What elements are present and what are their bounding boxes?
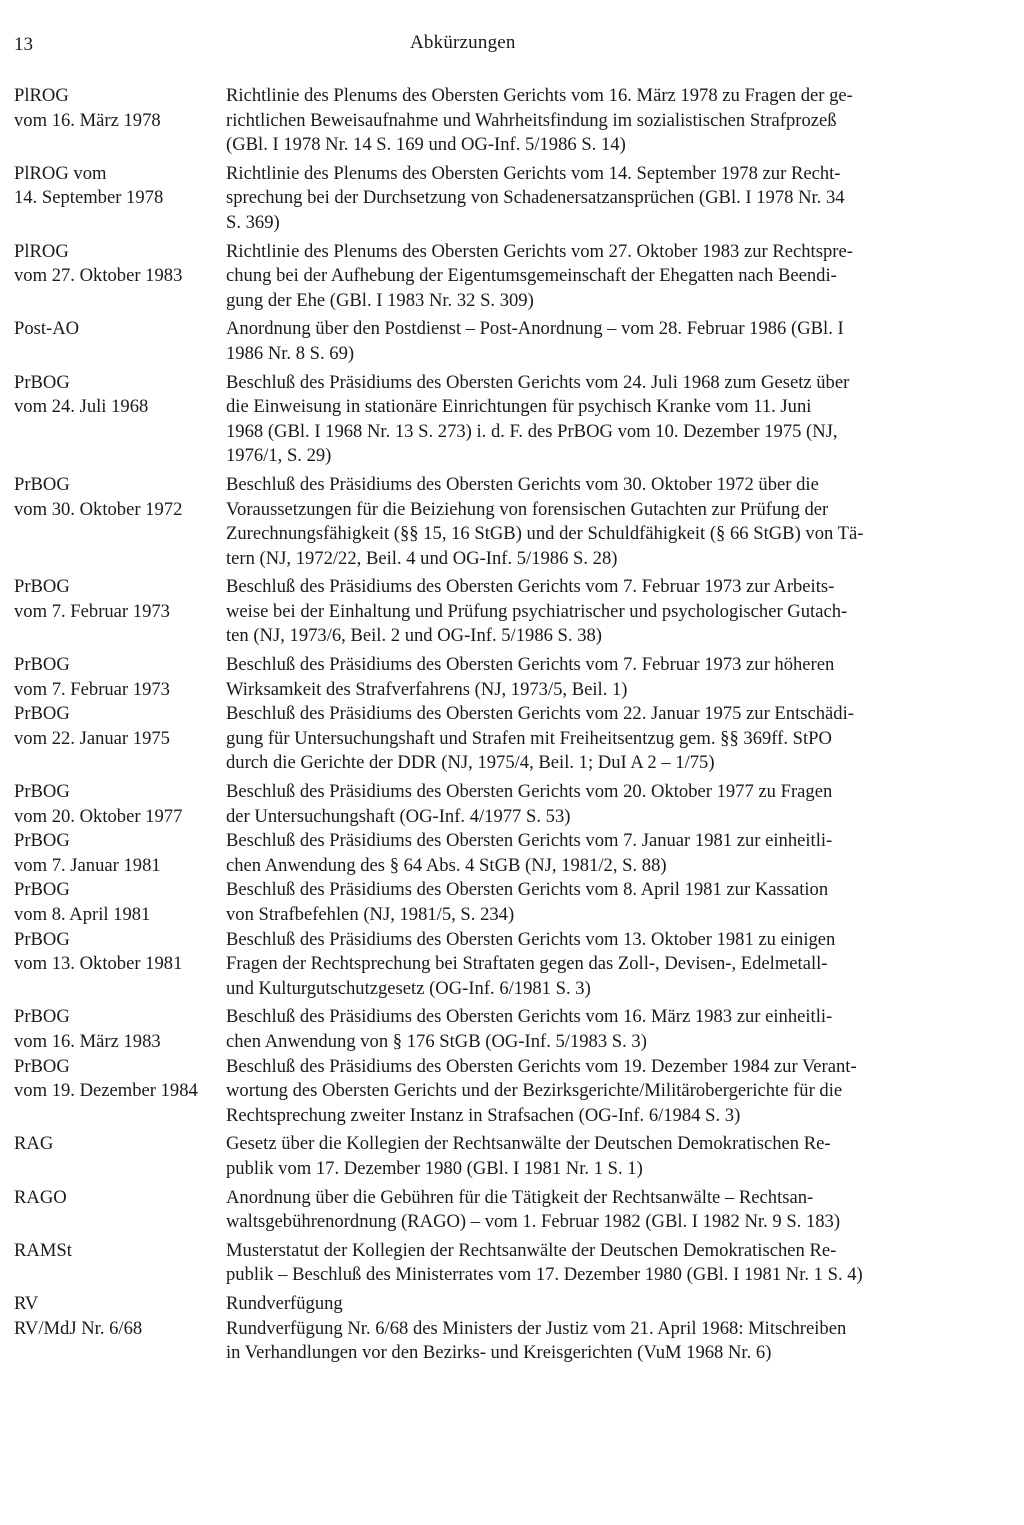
abbreviation-term-line: PlROG xyxy=(14,85,69,106)
abbreviation-term-line: vom 16. März 1983 xyxy=(14,1030,161,1052)
abbreviation-definition-line: wortung des Obersten Gerichts und der Bezirksgerichte/Militärobergerichte für die xyxy=(226,1080,843,1102)
abbreviation-entry xyxy=(0,780,1024,829)
abbreviation-term-line: vom 22. Januar 1975 xyxy=(14,727,170,749)
abbreviation-term-line: vom 20. Oktober 1977 xyxy=(14,805,183,827)
abbreviation-definition xyxy=(226,1317,936,1366)
abbreviation-definition-line: ten (NJ, 1973/6, Beil. 2 und OG-Inf. 5/1986 S. 38) xyxy=(226,625,602,647)
abbreviation-term-line: PlROG xyxy=(14,240,69,262)
abbreviation-definition-line: publik – Beschluß des Ministerrates vom 17. Dezember 1980 (GBl. I 1981 Nr. 1 S. 4) xyxy=(226,1264,863,1286)
abbreviation-term xyxy=(0,1292,226,1317)
abbreviation-definition-line: weise bei der Einhaltung und Prüfung psychiatrischer und psychologischer Gutach- xyxy=(226,600,848,622)
abbreviation-definition xyxy=(226,1132,936,1181)
abbreviation-definition-line: durch die Gerichte der DDR (NJ, 1975/4, Beil. 1; DuI A 2 – 1/75) xyxy=(226,752,715,774)
abbreviation-definition-line: der Untersuchungshaft (OG-Inf. 4/1977 S. 53) xyxy=(226,805,571,827)
abbreviation-entry xyxy=(0,1132,1024,1181)
abbreviation-definition xyxy=(226,780,936,829)
abbreviation-term-line: RV xyxy=(14,1292,39,1314)
abbreviation-term-line: PlROG vom xyxy=(14,162,107,184)
abbreviation-definition-line: 1968 (GBl. I 1968 Nr. 13 S. 273) i. d. F. des PrBOG vom 10. Dezember 1975 (NJ, xyxy=(226,420,838,442)
abbreviation-term-line: vom 16. März 1978 xyxy=(14,109,161,131)
abbreviation-term-line: PrBOG xyxy=(14,1055,70,1077)
abbreviation-definition-line: Beschluß des Präsidiums des Obersten Gerichts vom 30. Oktober 1972 über die xyxy=(226,473,819,495)
abbreviation-entry xyxy=(0,575,1024,649)
abbreviation-definition-line: Voraussetzungen für die Beiziehung von forensischen Gutachten zur Prüfung der xyxy=(226,498,829,520)
abbreviation-definition xyxy=(226,240,936,314)
abbreviation-entry xyxy=(0,1186,1024,1235)
abbreviation-definition-line: und Kulturgutschutzgesetz (OG-Inf. 6/1981 S. 3) xyxy=(226,977,591,999)
abbreviation-entry xyxy=(0,84,1024,158)
abbreviation-definition-line: Rundverfügung xyxy=(226,1292,343,1314)
abbreviation-term xyxy=(0,162,226,236)
abbreviation-definition-line: Beschluß des Präsidiums des Obersten Gerichts vom 24. Juli 1968 zum Gesetz über xyxy=(226,371,850,393)
abbreviation-definition xyxy=(226,473,936,571)
abbreviation-entry xyxy=(0,1292,1024,1317)
abbreviation-term-line: RV/MdJ Nr. 6/68 xyxy=(14,1317,143,1339)
abbreviation-definition-line: Rundverfügung Nr. 6/68 des Ministers der Justiz vom 21. April 1968: Mitschreiben xyxy=(226,1317,847,1339)
abbreviation-definition xyxy=(226,653,936,702)
abbreviation-definition-line: tern (NJ, 1972/22, Beil. 4 und OG-Inf. 5/1986 S. 28) xyxy=(226,547,618,569)
abbreviation-list xyxy=(0,84,1024,1370)
page-number: 13 xyxy=(14,34,33,55)
abbreviation-definition xyxy=(226,1005,936,1054)
abbreviation-term-line: Post-AO xyxy=(14,318,80,340)
abbreviation-term-line: PrBOG xyxy=(14,830,70,852)
abbreviation-entry xyxy=(0,1055,1024,1129)
abbreviation-definition-line: Anordnung über den Postdienst – Post-Anordnung – vom 28. Februar 1986 (GBl. I xyxy=(226,318,844,340)
abbreviation-entry xyxy=(0,162,1024,236)
abbreviation-term-line: vom 7. Februar 1973 xyxy=(14,600,170,622)
abbreviation-entry xyxy=(0,1005,1024,1054)
abbreviation-definition xyxy=(226,162,936,236)
abbreviation-entry xyxy=(0,829,1024,878)
abbreviation-definition-line: die Einweisung in stationäre Einrichtungen für psychisch Kranke vom 11. Juni xyxy=(226,396,812,418)
abbreviation-definition-line: Beschluß des Präsidiums des Obersten Gerichts vom 8. April 1981 zur Kassation xyxy=(226,879,829,901)
abbreviation-definition-line: Richtlinie des Plenums des Obersten Gerichts vom 16. März 1978 zu Fragen der ge- xyxy=(226,85,853,106)
abbreviation-entry xyxy=(0,473,1024,571)
abbreviation-definition-line: sprechung bei der Durchsetzung von Schadenersatzansprüchen (GBl. I 1978 Nr. 34 xyxy=(226,187,845,209)
abbreviation-definition xyxy=(226,84,936,158)
abbreviation-term-line: PrBOG xyxy=(14,1006,70,1028)
abbreviation-definition-line: S. 369) xyxy=(226,211,280,233)
abbreviation-definition-line: (GBl. I 1978 Nr. 14 S. 169 und OG-Inf. 5/1986 S. 14) xyxy=(226,134,626,156)
abbreviation-term xyxy=(0,928,226,1002)
abbreviation-term xyxy=(0,371,226,469)
abbreviation-term xyxy=(0,240,226,314)
abbreviation-definition-line: Beschluß des Präsidiums des Obersten Gerichts vom 7. Januar 1981 zur einheitli- xyxy=(226,830,833,852)
abbreviation-definition-line: Beschluß des Präsidiums des Obersten Gerichts vom 19. Dezember 1984 zur Verant- xyxy=(226,1055,857,1077)
abbreviation-definition-line: Beschluß des Präsidiums des Obersten Gerichts vom 22. Januar 1975 zur Entschädi- xyxy=(226,703,854,725)
abbreviation-term-line: vom 8. April 1981 xyxy=(14,904,151,925)
abbreviation-definition xyxy=(226,928,936,1002)
abbreviation-term-line: PrBOG xyxy=(14,781,70,803)
abbreviation-term xyxy=(0,1055,226,1129)
abbreviation-term xyxy=(0,653,226,702)
abbreviation-definition-line: Beschluß des Präsidiums des Obersten Gerichts vom 16. März 1983 zur einheitli- xyxy=(226,1006,833,1028)
abbreviation-definition-line: chung bei der Aufhebung der Eigentumsgemeinschaft der Ehegatten nach Beendi- xyxy=(226,265,837,287)
abbreviation-entry xyxy=(0,371,1024,469)
abbreviation-term-line: RAG xyxy=(14,1133,54,1155)
abbreviation-term xyxy=(0,829,226,878)
abbreviation-definition-line: chen Anwendung des § 64 Abs. 4 StGB (NJ, 1981/2, S. 88) xyxy=(226,854,667,876)
abbreviation-definition-line: Zurechnungsfähigkeit (§§ 15, 16 StGB) und der Schuldfähigkeit (§ 66 StGB) von Tä- xyxy=(226,523,864,545)
abbreviation-term xyxy=(0,1186,226,1235)
running-title: Abkürzungen xyxy=(410,32,516,53)
abbreviation-term-line: vom 30. Oktober 1972 xyxy=(14,498,183,520)
abbreviation-definition-line: Beschluß des Präsidiums des Obersten Gerichts vom 13. Oktober 1981 zu einigen xyxy=(226,928,836,950)
abbreviation-definition-line: gung für Untersuchungshaft und Strafen mit Freiheitsentzug gem. §§ 369ff. StPO xyxy=(226,727,832,749)
abbreviation-definition-line: gung der Ehe (GBl. I 1983 Nr. 32 S. 309) xyxy=(226,289,534,311)
abbreviation-entry xyxy=(0,928,1024,1002)
abbreviation-entry xyxy=(0,653,1024,702)
abbreviation-definition-line: chen Anwendung von § 176 StGB (OG-Inf. 5/1983 S. 3) xyxy=(226,1030,647,1052)
abbreviation-definition-line: von Strafbefehlen (NJ, 1981/5, S. 234) xyxy=(226,904,515,925)
abbreviation-definition-line: Richtlinie des Plenums des Obersten Gerichts vom 14. September 1978 zur Recht- xyxy=(226,162,841,184)
abbreviation-term-line: vom 24. Juli 1968 xyxy=(14,396,149,418)
abbreviation-entry xyxy=(0,240,1024,314)
abbreviation-term-line: PrBOG xyxy=(14,879,70,901)
abbreviation-term xyxy=(0,702,226,776)
abbreviation-definition xyxy=(226,575,936,649)
abbreviation-definition xyxy=(226,1292,936,1317)
abbreviation-term-line: vom 19. Dezember 1984 xyxy=(14,1080,198,1102)
abbreviation-definition-line: richtlichen Beweisaufnahme und Wahrheitsfindung im sozialistischen Strafprozeß xyxy=(226,109,837,131)
abbreviation-definition xyxy=(226,1186,936,1235)
abbreviation-term-line: RAGO xyxy=(14,1186,67,1208)
abbreviation-entry xyxy=(0,878,1024,927)
abbreviation-definition-line: Fragen der Rechtsprechung bei Straftaten gegen das Zoll-, Devisen-, Edelmetall- xyxy=(226,953,828,975)
abbreviation-definition xyxy=(226,1239,936,1288)
abbreviation-term xyxy=(0,84,226,158)
abbreviation-term xyxy=(0,1239,226,1288)
abbreviation-definition xyxy=(226,702,936,776)
abbreviation-entry xyxy=(0,1239,1024,1288)
abbreviation-definition-line: publik vom 17. Dezember 1980 (GBl. I 1981 Nr. 1 S. 1) xyxy=(226,1157,643,1179)
abbreviation-definition-line: Richtlinie des Plenums des Obersten Gerichts vom 27. Oktober 1983 zur Rechtspre- xyxy=(226,240,853,262)
abbreviation-definition xyxy=(226,317,936,366)
abbreviation-term xyxy=(0,317,226,366)
abbreviation-term xyxy=(0,1132,226,1181)
abbreviation-definition xyxy=(226,1055,936,1129)
abbreviation-definition-line: 1976/1, S. 29) xyxy=(226,445,332,467)
abbreviation-entry xyxy=(0,702,1024,776)
abbreviation-term xyxy=(0,575,226,649)
abbreviation-definition-line: Wirksamkeit des Strafverfahrens (NJ, 1973/5, Beil. 1) xyxy=(226,678,628,700)
abbreviation-term-line: RAMSt xyxy=(14,1239,72,1261)
abbreviation-definition-line: in Verhandlungen vor den Bezirks- und Kreisgerichten (VuM 1968 Nr. 6) xyxy=(226,1342,772,1364)
abbreviation-definition-line: Beschluß des Präsidiums des Obersten Gerichts vom 20. Oktober 1977 zu Fragen xyxy=(226,781,833,803)
abbreviation-entry xyxy=(0,1317,1024,1366)
abbreviation-term-line: PrBOG xyxy=(14,928,70,950)
abbreviation-definition-line: Gesetz über die Kollegien der Rechtsanwälte der Deutschen Demokratischen Re- xyxy=(226,1133,831,1155)
abbreviation-term-line: vom 13. Oktober 1981 xyxy=(14,953,183,975)
abbreviation-entry xyxy=(0,317,1024,366)
abbreviation-term xyxy=(0,1005,226,1054)
abbreviation-term-line: PrBOG xyxy=(14,371,70,393)
abbreviation-definition xyxy=(226,371,936,469)
abbreviation-definition-line: Anordnung über die Gebühren für die Tätigkeit der Rechtsanwälte – Rechtsan- xyxy=(226,1186,814,1208)
abbreviation-term-line: 14. September 1978 xyxy=(14,187,164,209)
abbreviation-term xyxy=(0,780,226,829)
abbreviation-definition-line: Musterstatut der Kollegien der Rechtsanwälte der Deutschen Demokratischen Re- xyxy=(226,1239,837,1261)
abbreviation-term xyxy=(0,878,226,927)
abbreviation-term-line: PrBOG xyxy=(14,473,70,495)
abbreviation-term-line: PrBOG xyxy=(14,654,70,676)
abbreviation-definition-line: Beschluß des Präsidiums des Obersten Gerichts vom 7. Februar 1973 zur Arbeits- xyxy=(226,576,835,598)
page-header xyxy=(0,30,1024,60)
abbreviation-definition xyxy=(226,829,936,878)
abbreviation-definition-line: Rechtsprechung zweiter Instanz in Strafsachen (OG-Inf. 6/1984 S. 3) xyxy=(226,1104,741,1126)
abbreviation-term-line: vom 27. Oktober 1983 xyxy=(14,265,183,287)
abbreviation-term-line: vom 7. Februar 1973 xyxy=(14,678,170,700)
abbreviation-term xyxy=(0,1317,226,1366)
abbreviation-definition xyxy=(226,878,936,927)
abbreviation-definition-line: Beschluß des Präsidiums des Obersten Gerichts vom 7. Februar 1973 zur höheren xyxy=(226,654,835,676)
abbreviation-term-line: PrBOG xyxy=(14,703,70,725)
abbreviation-term-line: vom 7. Januar 1981 xyxy=(14,854,161,876)
abbreviation-term xyxy=(0,473,226,571)
abbreviation-term-line: PrBOG xyxy=(14,576,70,598)
abbreviation-definition-line: waltsgebührenordnung (RAGO) – vom 1. Februar 1982 (GBl. I 1982 Nr. 9 S. 183) xyxy=(226,1211,841,1233)
abbreviation-definition-line: 1986 Nr. 8 S. 69) xyxy=(226,342,355,364)
